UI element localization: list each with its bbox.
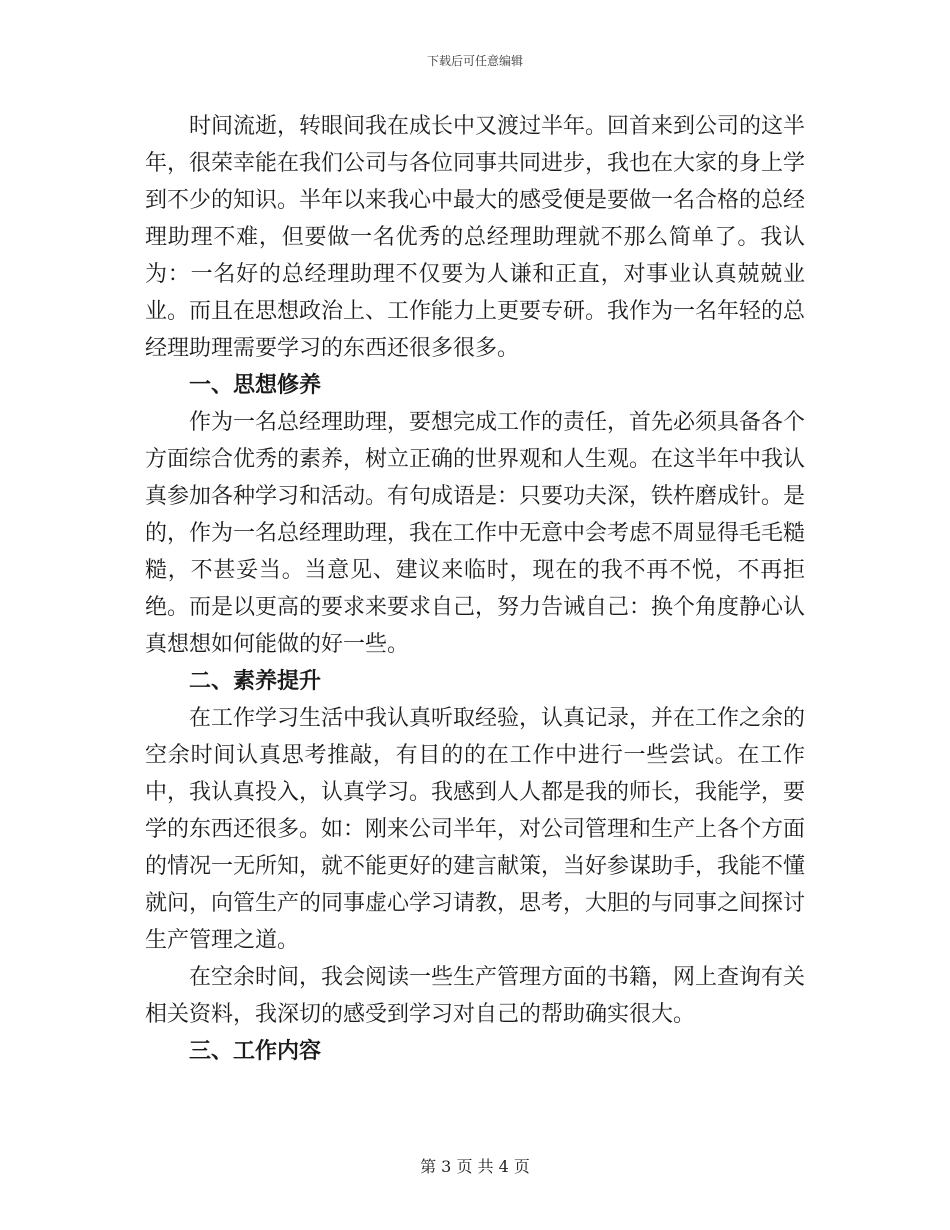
document-body [145,108,805,1070]
paragraph-section-2b: 在空余时间，我会阅读一些生产管理方面的书籍，网上查询有关相关资料，我深切的感受到学习对自己的帮助确实很大。 [145,965,806,1027]
paragraph-section-2: 在工作学习生活中我认真听取经验，认真记录，并在工作之余的空余时间认真思考推敲，有目的的在工作中进行一些尝试。在工作中，我认真投入，认真学习。我感到人人都是我的师长，我能学，要学的东西还很多。如：刚来公司半年，对公司管理和生产上各个方面的情况一无所知，就不能更好的建言献策，当好参谋助手，我能不懂就问，向管生产的同事虚心学习请教，思考，大胆的与同事之间探讨生产管理之道。 [145,706,806,953]
page-footer: 第 3 页 共 4 页 [420,1157,530,1176]
section-heading-1: 一、思想修养 [189,372,322,398]
paragraph-section-1: 作为一名总经理助理，要想完成工作的责任，首先必须具备各个方面综合优秀的素养，树立正确的世界观和人生观。在这半年中我认真参加各种学习和活动。有句成语是：只要功夫深，铁杵磨成针。是的，作为一名总经理助理，我在工作中无意中会考虑不周显得毛毛糙糙，不甚妥当。当意见、建议来临时，现在的我不再不悦，不再拒绝。而是以更高的要求来要求自己，努力告诫自己：换个角度静心认真想想如何能做的好一些。 [145,410,806,657]
section-heading-3: 三、工作内容 [189,1038,322,1064]
paragraph-intro: 时间流逝，转眼间我在成长中又渡过半年。回首来到公司的这半年，很荣幸能在我们公司与各位同事共同进步，我也在大家的身上学到不少的知识。半年以来我心中最大的感受便是要做一名合格的总经理助理不难，但要做一名优秀的总经理助理就不那么简单了。我认为：一名好的总经理助理不仅要为人谦和正直，对事业认真兢兢业业。而且在思想政治上、工作能力上更要专研。我作为一名年轻的总经理助理需要学习的东西还很多很多。 [145,114,806,361]
section-heading-2: 二、素养提升 [189,668,322,694]
page-header: 下载后可任意编辑 [426,54,523,68]
